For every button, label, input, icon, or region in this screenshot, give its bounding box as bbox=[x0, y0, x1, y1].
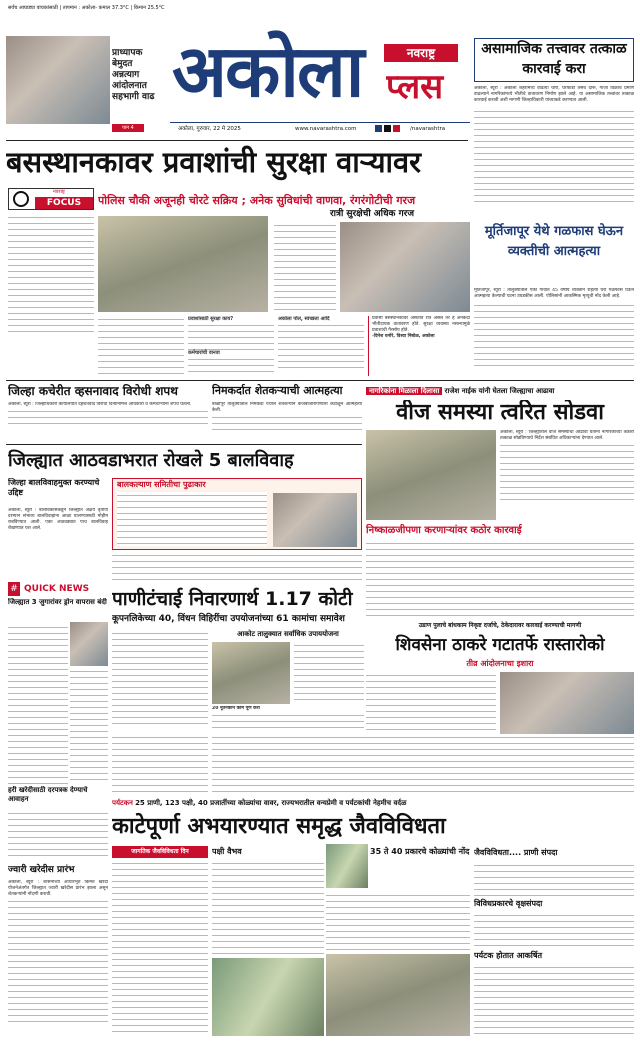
veej-photo bbox=[366, 430, 496, 520]
body-lines bbox=[212, 414, 362, 434]
panichai-col-1 bbox=[112, 630, 208, 728]
registration-marks bbox=[8, 1040, 208, 1048]
paryatan-box4: जैवविविधता.... प्राणी संपदा bbox=[474, 848, 558, 857]
youtube-icon bbox=[393, 125, 400, 132]
right-top-body-text: अकोला, ब्यूरो : अकोला शहरामध्ये वाढत्या चोरी, घरफोडी तसेच दारू, गांजा विक्रीचे प्रमाण वाढल्याने नागरिकांमध्ये भीतीचे वातावरण निर्माण झाले आहे. या असामाजिक तत्त्वांवर तत्काळ कारवाई करावी अशी मागणी जिल्हाधिकारी यांच्याकडे करण्यात आली. bbox=[474, 86, 634, 103]
lead-subhead-text: पोलिस चौकी अजूनही चोरटे सक्रिय ; अनेक सुविधांची वाणवा, रंगरंगोटीची गरज bbox=[98, 194, 416, 207]
paryatan-col-2 bbox=[212, 860, 324, 956]
panichai-inner: आकोट तालुक्यात सर्वाधिक उपाययोजना bbox=[237, 630, 339, 638]
shivsena-top: उडाण पुलाचे बांधकाम निकृष्ट दर्जाचे, ठेकेदारावर कारवाई करण्याची मागणी bbox=[418, 622, 582, 629]
jwari-headline: ज्वारी खरेदीस प्रारंभ bbox=[8, 865, 75, 875]
lead-column-1 bbox=[8, 214, 94, 334]
lead-column-2 bbox=[274, 222, 336, 312]
divider bbox=[6, 444, 362, 445]
balvivah-box-head: बालकल्याण समितीचा पुढाकार bbox=[117, 480, 206, 489]
paryatan-box1: जागतिक जैवविविधता दिन bbox=[112, 846, 208, 858]
right-mid-body bbox=[474, 288, 634, 384]
lead-photo-1 bbox=[98, 216, 268, 312]
left-teaser-text: प्राध्यापक बेमुदत अन्नत्याग आंदोलनात सहभागी वाढ bbox=[112, 48, 155, 102]
shivsena-headline: शिवसेना ठाकरे गटातर्फे रास्तारोको bbox=[395, 635, 605, 655]
quick-news-head-2: हरी खरेदीसाठी दरपत्रक देण्याचे आवाहन bbox=[8, 786, 88, 803]
panichai-photo bbox=[212, 642, 290, 704]
body-lines bbox=[500, 442, 634, 504]
lead-sub4: अकोला पोल, स्वच्छता आदि bbox=[278, 316, 330, 322]
balvivah-box bbox=[112, 478, 362, 550]
right-mid-body-text: मूर्तिजापूर, ब्यूरो : तालुक्यातील एका गावात 45 वर्षीय व्यक्तीने राहत्या घरी गळफास घेऊन आत्महत्या केल्याची घटना उघडकीस आली. पोलिसांनी आकस्मिक मृत्यूची नोंद केली आहे. bbox=[474, 288, 634, 299]
shapath-body-text: अकोला, ब्यूरो : जिल्हाधिकारी कार्यालयात दहशतवाद विरोधी दिनानिमित्त अधिकारी व कर्मचाऱ्यांनी शपथ घेतली. bbox=[8, 402, 192, 407]
website: www.navarashtra.com bbox=[295, 126, 357, 132]
right-top-headline-box bbox=[474, 38, 634, 82]
teaser-photo bbox=[6, 36, 110, 124]
lead-headline: बसस्थानकावर प्रवाशांची सुरक्षा वाऱ्यावर bbox=[6, 145, 422, 179]
nimkarde-body-text: बाळापूर तालुक्यातील निमकर्दा येथील शेतकऱ्याने कर्जबाजारीपणाला कंटाळून आत्महत्या केली. bbox=[212, 402, 362, 413]
body-lines bbox=[474, 302, 634, 366]
veej-columns bbox=[366, 540, 634, 618]
body-lines bbox=[117, 492, 267, 546]
paryatan-label: पर्यटकन bbox=[112, 799, 133, 807]
right-mid-headline: मूर्तिजापूर येथे गळफास घेऊन व्यक्तीची आत्महत्या bbox=[484, 224, 624, 259]
quick-news-body bbox=[8, 624, 68, 784]
band-1 bbox=[366, 384, 634, 398]
balvivah-columns bbox=[112, 552, 362, 582]
balvivah-sub: जिल्हा बालविवाहमुक्त करण्याचे उद्दिष्ट bbox=[8, 478, 100, 497]
paryatan-box2: पक्षी वैभव bbox=[212, 847, 242, 856]
paryatan-text: 25 प्राणी, 123 पक्षी, 40 प्रजातींच्या कोळ्यांचा वावर, राज्यभरातील वन्यप्रेमी व पर्यटकांची नेहमीच वर्दळ bbox=[135, 799, 407, 807]
body-lines bbox=[188, 322, 274, 350]
lead-column-4 bbox=[188, 316, 274, 376]
right-top-headline: असामाजिक तत्त्वावर तत्काळ कारवाई करा bbox=[481, 41, 627, 77]
paryatan-photo-2 bbox=[326, 844, 368, 888]
paryatan-col-5 bbox=[474, 912, 634, 948]
masthead-title: अकोला bbox=[172, 29, 363, 113]
balvivah-body-text: अकोला, ब्यूरो : बालविकासकडून जिल्ह्यात अक्षय तृतीया दरम्यान संभाव्य बालविवाहांना आळा घालण्यासाठी मोहीम राबविण्यात आली. एका आठवड्यात पाच बालविवाह रोखण्यात यश आले. bbox=[8, 508, 108, 531]
lead-quote-by: -दिनेश धनोरे, विश्वा निंबोळ, अकोला bbox=[372, 334, 435, 339]
veej-body bbox=[500, 430, 634, 522]
brand-tag: नवराष्ट्र bbox=[384, 44, 458, 62]
brand-tag-plus: प्लस bbox=[386, 67, 444, 107]
veej-body-text: अकोला, ब्यूरो : जिल्ह्यातील वीज समस्यांचा आढावा घेताना नागरिकांच्या तक्रारी तत्काळ सोडविण्याचे निर्देश संबंधित अधिकाऱ्यांना देण्यात आले. bbox=[500, 430, 634, 441]
quick-news-body-2 bbox=[70, 668, 108, 784]
shivsena-sub: तीव्र आंदोलनाचा इशारा bbox=[466, 659, 534, 668]
paryatan-col-6 bbox=[474, 964, 634, 1036]
panichai-col-2 bbox=[294, 642, 364, 704]
shivsena-col-1 bbox=[366, 672, 496, 734]
panichai-sub2: 20 नूतनकीने काम पूर्ण करा bbox=[212, 706, 260, 711]
paryatan-headline: काटेपूर्णा अभयारण्यात समृद्ध जैवविविधता bbox=[112, 814, 446, 839]
body-lines bbox=[8, 408, 208, 428]
focus-label: FOCUS bbox=[35, 197, 93, 209]
focus-tag: नवराष्ट्र bbox=[53, 189, 65, 195]
body-lines bbox=[8, 898, 108, 1022]
panichai-sub: कूपनलिकेच्या 40, विंधन विहिरींचा उपयोजनांच्या 61 कामांचा समावेश bbox=[112, 614, 345, 624]
divider bbox=[6, 380, 634, 381]
paryatan-box6: पर्यटक होतात आकर्षित bbox=[474, 951, 543, 960]
social-icons bbox=[375, 125, 405, 133]
quick-news-body-3 bbox=[8, 810, 108, 860]
panichai-headline: पाणीटंचाई निवारणार्थ 1.17 कोटी bbox=[112, 588, 353, 610]
body-lines bbox=[474, 108, 634, 204]
shapath-body bbox=[8, 402, 208, 440]
paryatan-photo-1 bbox=[212, 958, 324, 1036]
nimkarde-headline: निमकर्दात शेतकऱ्याची आत्महत्या bbox=[212, 384, 343, 397]
body-lines bbox=[188, 356, 274, 374]
x-icon bbox=[384, 125, 391, 132]
top-strip: सर्वच आघाड्या वाचकांसाठी | तापमान : अकोला- कमाल 37.3°C | किमान 25.5°C bbox=[8, 5, 165, 11]
body-lines bbox=[212, 712, 364, 728]
balvivah-headline: जिल्ह्यात आठवडाभरात रोखले 5 बालविवाह bbox=[8, 450, 294, 471]
lead-column-3 bbox=[98, 316, 184, 376]
quick-news-head-1: जिल्ह्यात 3 जुगारांवर ड्रोन वापरास बंदी bbox=[8, 598, 107, 606]
veej-sub: निष्काळजीपणा करणाऱ्यांवर कठोर कारवाई bbox=[366, 525, 522, 536]
right-top-body bbox=[474, 86, 634, 218]
paryatan-col-4 bbox=[474, 862, 634, 896]
paryatan-band bbox=[112, 796, 634, 810]
balvivah-body bbox=[8, 508, 108, 578]
veej-headline: वीज समस्या त्वरित सोडवा bbox=[396, 400, 604, 425]
quick-news-photo bbox=[70, 622, 108, 666]
facebook-icon bbox=[375, 125, 382, 132]
panichai-col-3 bbox=[212, 706, 364, 730]
dateline-bar bbox=[170, 122, 470, 134]
shapath-headline: जिल्हा कचेरीत व्हसनावाद विरोधी शपथ bbox=[8, 384, 178, 398]
jwari-body bbox=[8, 880, 108, 1036]
panichai-col-4 bbox=[112, 734, 208, 794]
lead-photo-2 bbox=[340, 222, 470, 312]
paryatan-col-1 bbox=[112, 860, 208, 1036]
lead-sub3: कर्मचारांची वानवा bbox=[188, 350, 220, 356]
focus-box bbox=[8, 188, 94, 210]
shivsena-columns bbox=[212, 734, 634, 794]
hash-icon: # bbox=[8, 582, 20, 596]
band-1-label: नागरिकांना मिळाला दिलासा bbox=[366, 387, 442, 395]
paryatan-col-3 bbox=[326, 892, 470, 952]
quick-news-label: QUICK NEWS bbox=[24, 584, 90, 594]
band-1-text: राजेश नाईक यांनी घेतला जिल्ह्याचा आढावा bbox=[444, 387, 555, 395]
dateline: अकोला, गुरुवार, 22 मे 2025 bbox=[178, 126, 241, 132]
shivsena-photo bbox=[500, 672, 634, 734]
lead-sub2: प्रवाशांसाठी सुरक्षा काय? bbox=[188, 316, 234, 322]
social-handle: /navarashtra bbox=[410, 126, 446, 132]
lead-quote: प्रवासी बसस्थानकावर असतात रात्र असेल तर हे अनेकदा भीतीदायक वातावरण होते. सुरक्षा व्यवस्था नसल्यामुळे प्रवाशांची गैरसोय होते. bbox=[372, 316, 470, 333]
body-lines bbox=[278, 322, 364, 372]
paryatan-photo-3 bbox=[326, 954, 470, 1036]
balvivah-illustration bbox=[273, 493, 357, 547]
page-number: पान 4 bbox=[112, 124, 144, 132]
lead-inner-head: रात्री सुरक्षेची अधिक गरज bbox=[329, 209, 415, 219]
lead-column-5 bbox=[278, 316, 364, 376]
nimkarde-body bbox=[212, 402, 362, 440]
divider bbox=[6, 140, 468, 141]
paryatan-box3: 35 ते 40 प्रकारचे कोळ्यांची नोंद bbox=[370, 847, 470, 856]
paryatan-box5: विविधप्रकारचे वृक्षसंपदा bbox=[474, 899, 543, 908]
eye-icon bbox=[13, 191, 29, 207]
lead-quote-box bbox=[368, 316, 470, 376]
quick-news-bar bbox=[8, 582, 108, 596]
jwari-body-text: अकोला, ब्यूरो : शासनाच्या आधारभूत किंमत खरेदी योजनेअंतर्गत जिल्ह्यात ज्वारी खरेदीस प्रारंभ झाला असून शेतकऱ्यांनी नोंदणी करावी. bbox=[8, 880, 108, 897]
